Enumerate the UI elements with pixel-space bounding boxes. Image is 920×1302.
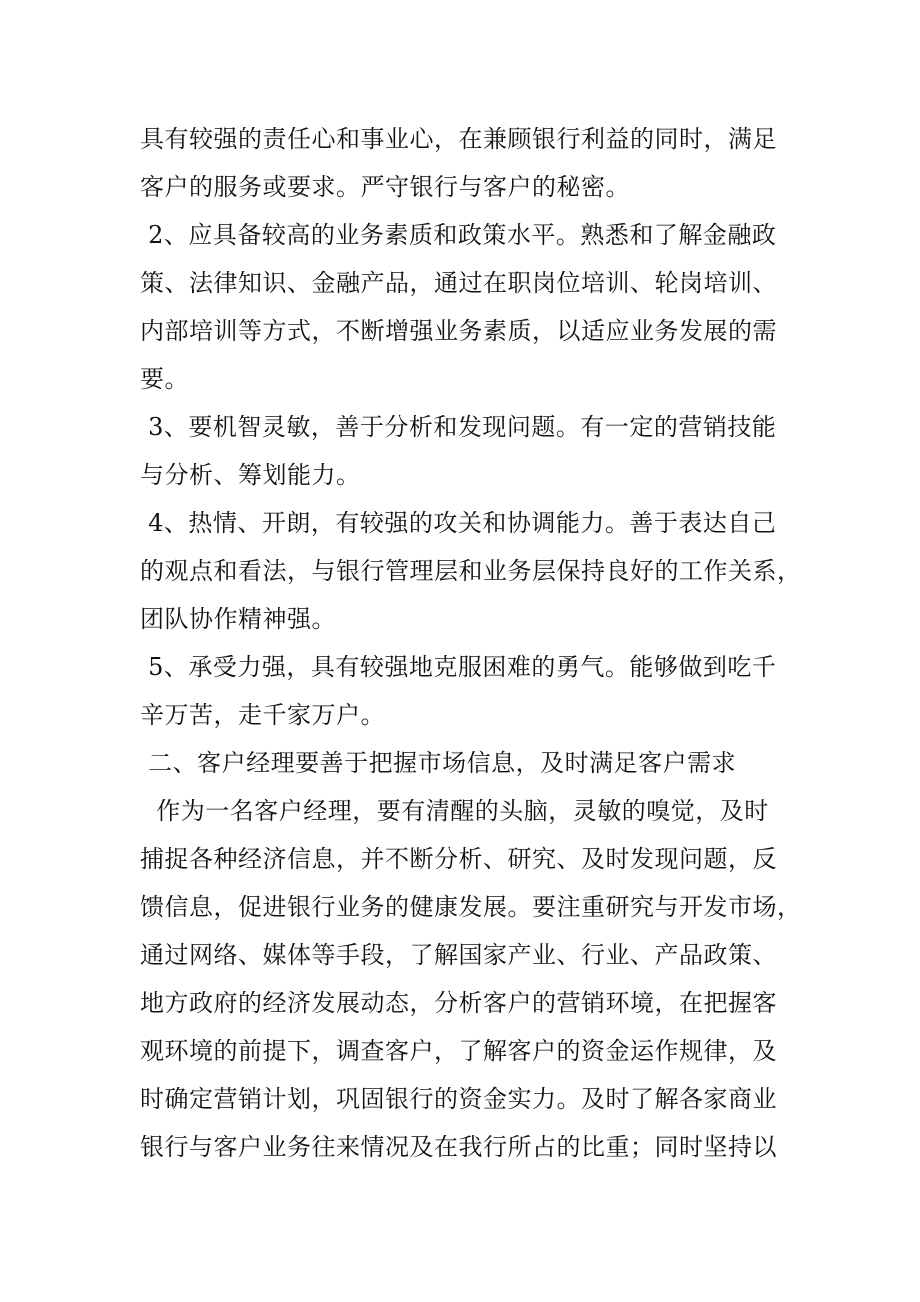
text-line: 的观点和看法，与银行管理层和业务层保持良好的工作关系， [140, 557, 802, 585]
text-line: 时确定营销计划，巩固银行的资金实力。及时了解各家商业 [140, 1085, 777, 1113]
text-line: 客户的服务或要求。严守银行与客户的秘密。 [140, 173, 630, 201]
text-line: 作为一名客户经理，要有清醒的头脑，灵敏的嗅觉，及时 [140, 797, 769, 825]
text-line: 地方政府的经济发展动态，分析客户的营销环境，在把握客 [140, 989, 777, 1017]
text-line: 捕捉各种经济信息，并不断分析、研究、及时发现问题，反 [140, 845, 777, 873]
text-line: 馈信息，促进银行业务的健康发展。要注重研究与开发市场， [140, 893, 802, 921]
text-line: 通过网络、媒体等手段，了解国家产业、行业、产品政策、 [140, 941, 777, 969]
document-body [140, 115, 800, 1171]
text-line: 观环境的前提下，调查客户，了解客户的资金运作规律，及 [140, 1037, 777, 1065]
text-line: 银行与客户业务往来情况及在我行所占的比重；同时坚持以 [140, 1133, 777, 1161]
section-heading: 二、客户经理要善于把握市场信息，及时满足客户需求 [140, 749, 737, 777]
text-line: 2、应具备较高的业务素质和政策水平。熟悉和了解金融政 [140, 221, 777, 249]
text-line: 3、要机智灵敏，善于分析和发现问题。有一定的营销技能 [140, 413, 777, 441]
text-line: 辛万苦，走千家万户。 [140, 701, 385, 729]
text-line: 具有较强的责任心和事业心，在兼顾银行利益的同时，满足 [140, 125, 777, 153]
text-line: 内部培训等方式，不断增强业务素质，以适应业务发展的需 [140, 317, 777, 345]
text-line: 与分析、筹划能力。 [140, 461, 361, 489]
text-line: 团队协作精神强。 [140, 605, 336, 633]
text-line: 策、法律知识、金融产品，通过在职岗位培训、轮岗培训、 [140, 269, 777, 297]
text-line: 4、热情、开朗，有较强的攻关和协调能力。善于表达自己 [140, 509, 777, 537]
text-line: 要。 [140, 365, 189, 393]
text-line: 5、承受力强，具有较强地克服困难的勇气。能够做到吃千 [140, 653, 777, 681]
